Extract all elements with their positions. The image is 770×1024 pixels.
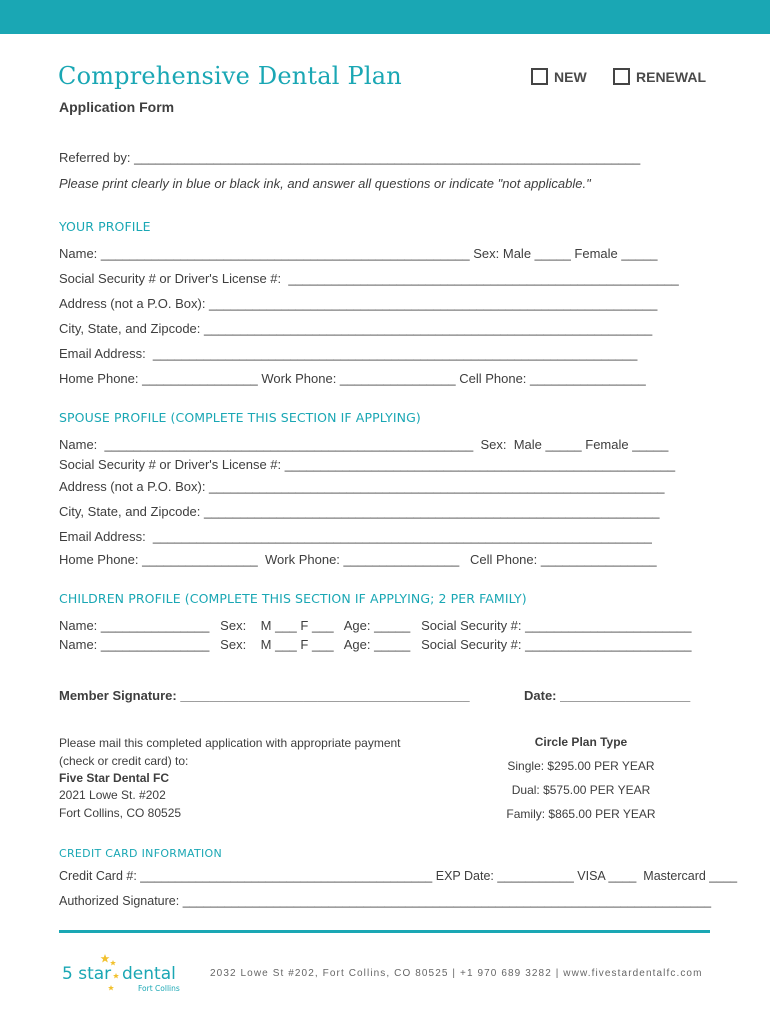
child-2-field[interactable]: Name: _______________ Sex: M ___ F ___ Age: _____ Social Security #: _______________________ [59,637,692,652]
credit-card-heading: CREDIT CARD INFORMATION [59,847,223,860]
mail-instructions-line-1: Please mail this completed application with appropriate payment [59,736,401,750]
authorized-signature-field[interactable]: Authorized Signature: ____________________________________________________________________________ [59,894,712,908]
spouse-name-field[interactable]: Name: ___________________________________________________ Sex: Male _____ Female _____ [59,437,669,452]
logo-five-star-text: 5 star [62,964,112,984]
your-email-field[interactable]: Email Address: ___________________________________________________________________ [59,346,638,361]
page-title: Comprehensive Dental Plan [58,62,402,90]
footer-contact: 2032 Lowe St #202, Fort Collins, CO 80525 | +1 970 689 3282 | www.fivestardentalfc.com [210,968,703,979]
page-subtitle: Application Form [59,99,175,115]
date-field[interactable]: Date: __________________ [524,688,691,703]
plan-dual-option[interactable]: Dual: $575.00 PER YEAR [511,783,651,797]
spouse-profile-heading: SPOUSE PROFILE (COMPLETE THIS SECTION IF APPLYING) [59,410,421,425]
new-label: NEW [554,68,587,85]
five-star-dental-logo [60,952,190,996]
your-ssn-field[interactable]: Social Security # or Driver's License #: ______________________________________________________ [59,271,679,286]
child-1-field[interactable]: Name: _______________ Sex: M ___ F ___ Age: _____ Social Security #: _______________________ [59,618,692,633]
spouse-phones-field[interactable]: Home Phone: ________________ Work Phone: ________________ Cell Phone: ________________ [59,552,657,567]
logo-dental-text: dental [122,964,176,984]
mail-recipient: Five Star Dental FC [59,771,170,785]
referred-by-field[interactable]: Referred by: ______________________________________________________________________ [59,150,641,165]
logo-location-text: Fort Collins [138,984,180,993]
your-profile-heading: YOUR PROFILE [59,219,151,234]
spouse-ssn-field[interactable]: Social Security # or Driver's License #: ______________________________________________________ [59,457,676,472]
children-profile-heading: CHILDREN PROFILE (COMPLETE THIS SECTION IF APPLYING; 2 PER FAMILY) [59,591,527,606]
checkbox-icon [613,68,630,85]
spouse-address-field[interactable]: Address (not a P.O. Box): _______________________________________________________________ [59,479,665,494]
new-checkbox[interactable] [531,68,587,85]
spouse-city-field[interactable]: City, State, and Zipcode: _______________________________________________________________ [59,504,660,519]
member-signature-field[interactable]: Member Signature: ________________________________________ [59,688,470,703]
top-banner [0,0,770,34]
your-phones-field[interactable]: Home Phone: ________________ Work Phone: ________________ Cell Phone: ________________ [59,371,646,386]
mail-street: 2021 Lowe St. #202 [59,788,166,802]
footer-divider [59,930,710,933]
plan-type-heading: Circle Plan Type [534,735,628,749]
your-address-field[interactable]: Address (not a P.O. Box): ______________________________________________________________ [59,296,658,311]
mail-instructions-line-2: (check or credit card) to: [59,754,189,768]
renewal-label: RENEWAL [636,68,706,85]
spouse-email-field[interactable]: Email Address: _____________________________________________________________________ [59,529,652,544]
renewal-checkbox[interactable] [613,68,706,85]
instructions: Please print clearly in blue or black ink, and answer all questions or indicate "not applicable." [59,176,591,191]
plan-family-option[interactable]: Family: $865.00 PER YEAR [506,807,656,821]
your-name-field[interactable]: Name: ___________________________________________________ Sex: Male _____ Female _____ [59,246,658,261]
plan-single-option[interactable]: Single: $295.00 PER YEAR [507,759,655,773]
your-city-field[interactable]: City, State, and Zipcode: ______________________________________________________________ [59,321,653,336]
checkbox-icon [531,68,548,85]
credit-card-field[interactable]: Credit Card #: __________________________________________ EXP Date: ___________ VISA ____ Mastercard ____ [59,869,738,883]
mail-city: Fort Collins, CO 80525 [59,806,182,820]
